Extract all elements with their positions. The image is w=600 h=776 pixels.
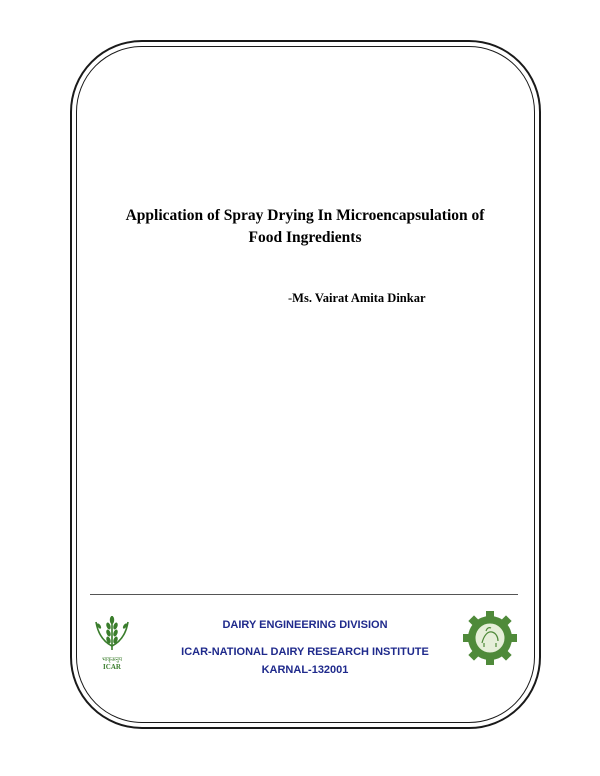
author-name: Ms. Vairat Amita Dinkar — [292, 291, 426, 305]
division-name: DAIRY ENGINEERING DIVISION — [222, 619, 388, 631]
icar-logo-text-bottom: ICAR — [103, 663, 121, 671]
author-dash: - — [288, 291, 293, 305]
author — [288, 291, 426, 306]
icar-logo-icon — [90, 610, 134, 672]
document-title — [100, 205, 510, 249]
icar-logo-text-top: भाकृअनुप — [102, 657, 122, 663]
institute-address: KARNAL-132001 — [261, 664, 349, 676]
ndri-emblem-icon — [462, 607, 518, 669]
footer-divider — [90, 594, 518, 595]
institute-name: ICAR-NATIONAL DAIRY RESEARCH INSTITUTE — [181, 646, 429, 658]
title-line-1: Application of Spray Drying In Microencapsulation of — [125, 207, 485, 224]
title-line-2: Food Ingredients — [248, 229, 362, 246]
